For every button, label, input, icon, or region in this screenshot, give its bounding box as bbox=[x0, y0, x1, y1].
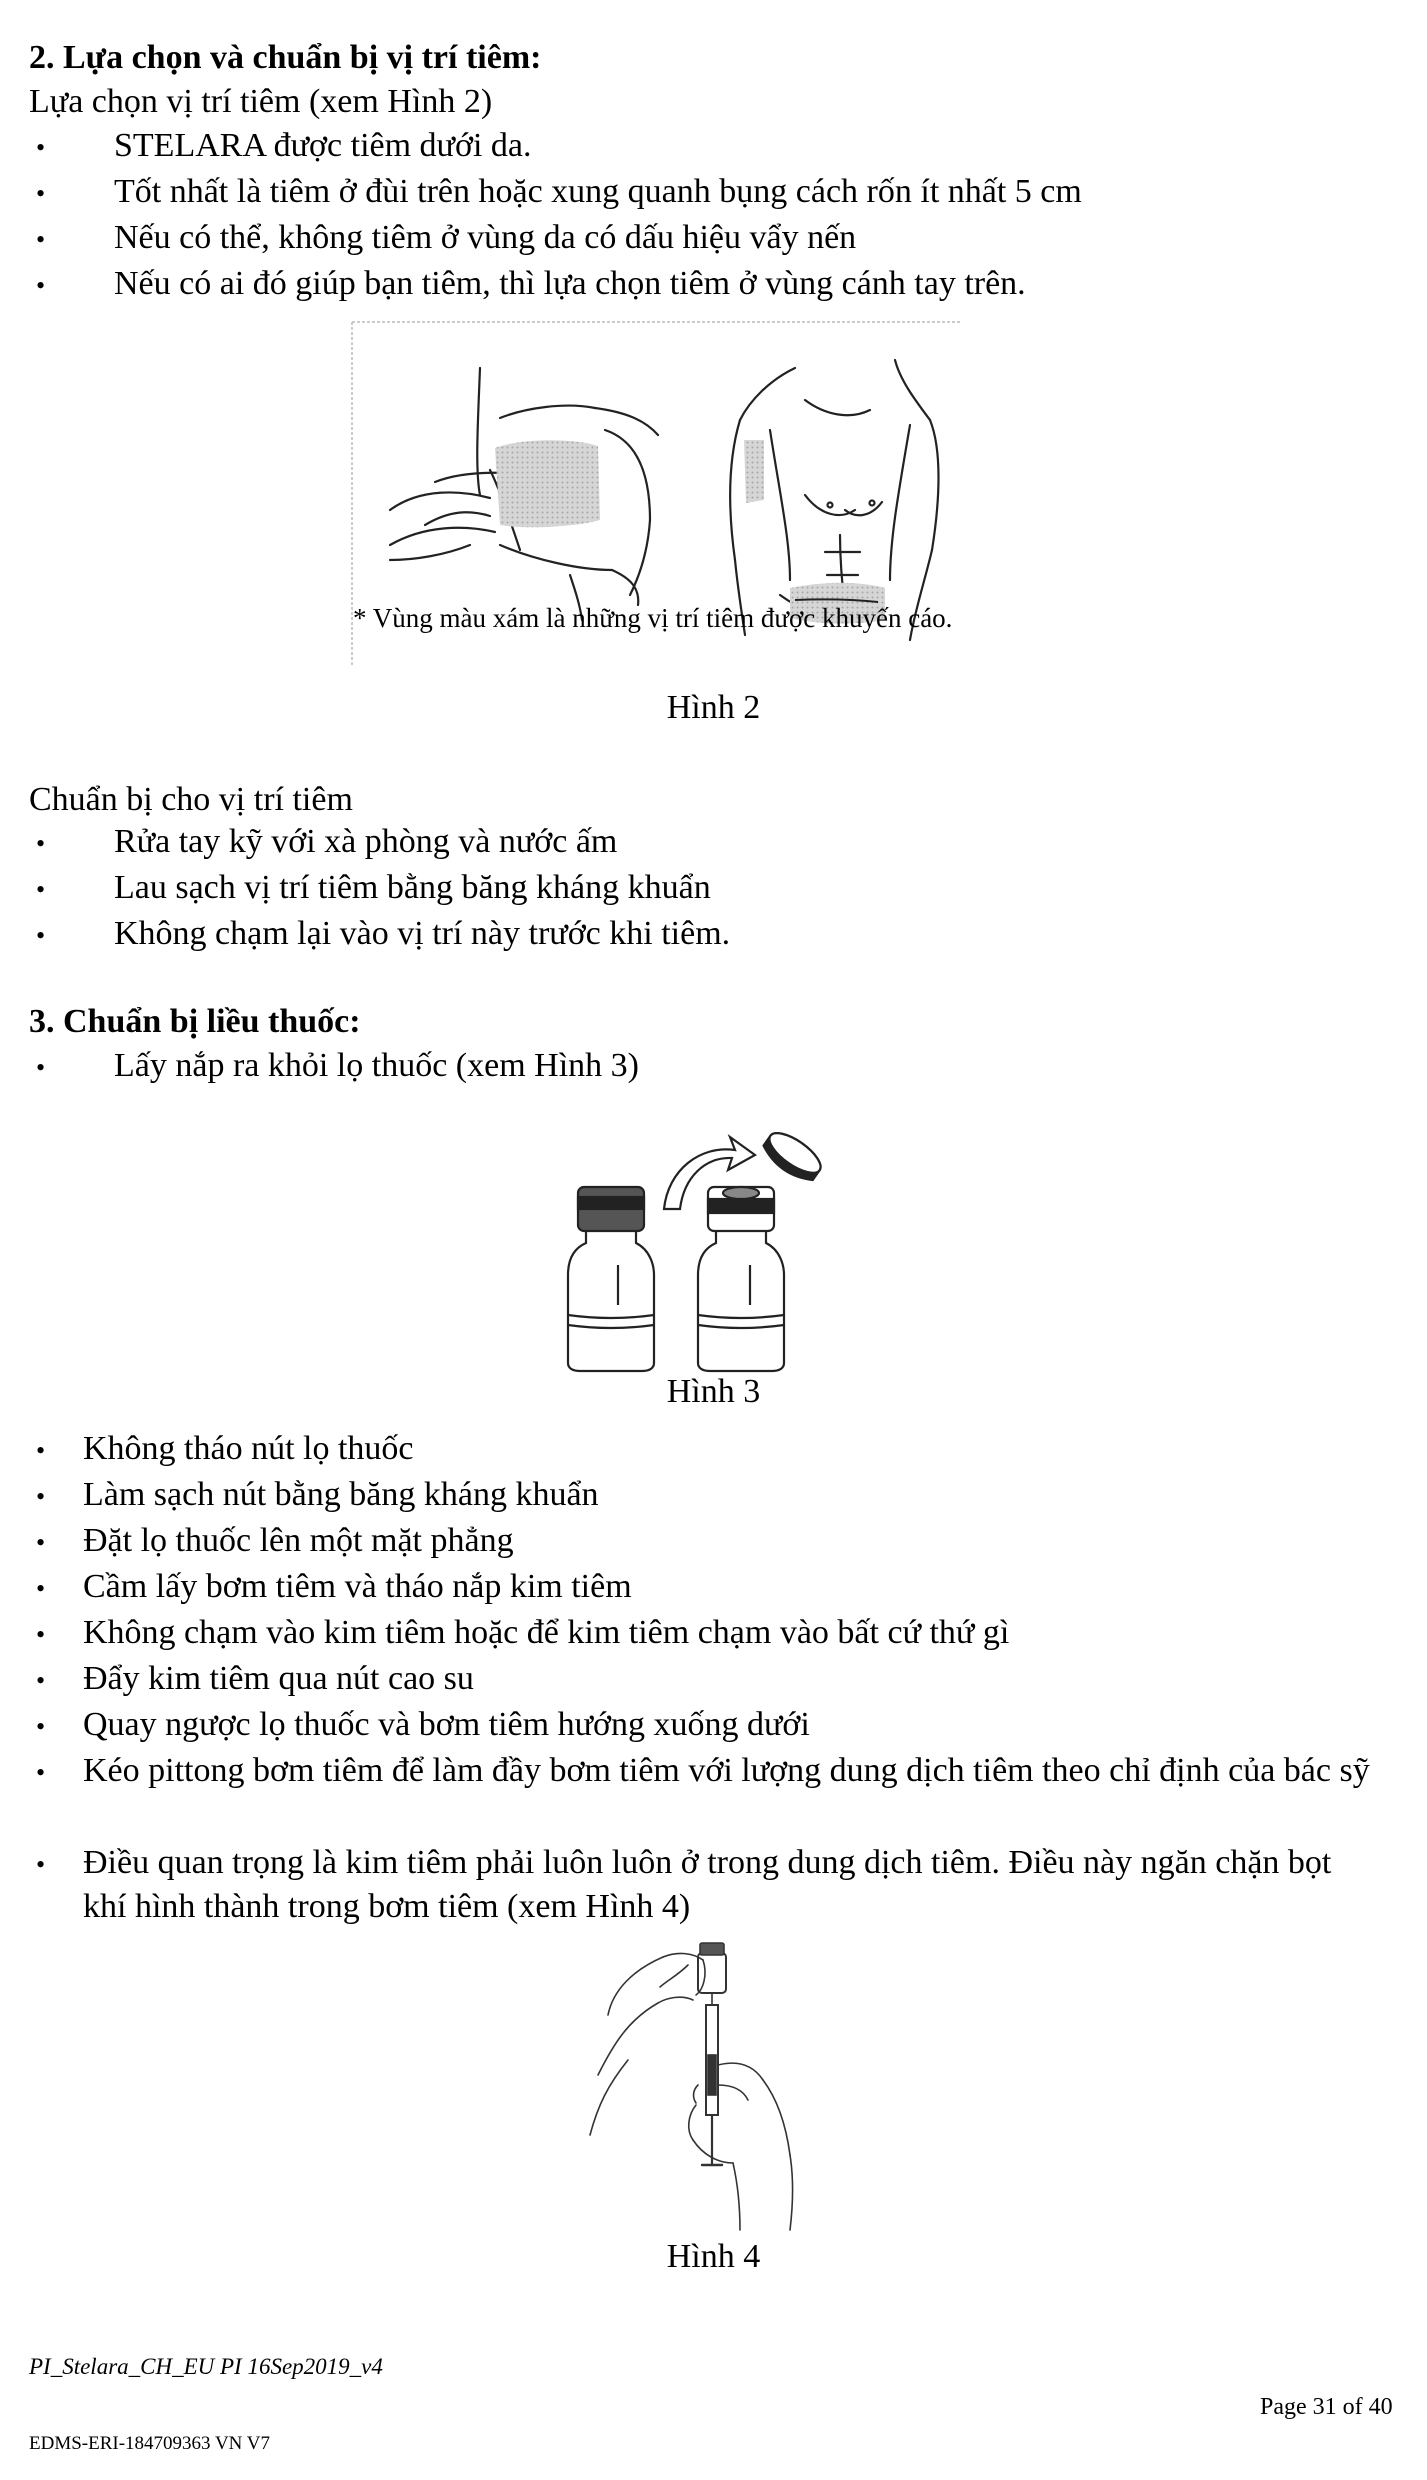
bullet-icon: • bbox=[36, 829, 46, 858]
bullet-icon: • bbox=[36, 875, 46, 904]
list-item: Không chạm vào kim tiêm hoặc để kim tiêm chạm vào bất cứ thứ gì bbox=[83, 1614, 1010, 1651]
list-item: Nếu có ai đó giúp bạn tiêm, thì lựa chọn tiêm ở vùng cánh tay trên. bbox=[114, 265, 1026, 302]
figure-2-note: * Vùng màu xám là những vị trí tiêm được khuyến cáo. bbox=[353, 603, 953, 633]
prepare-site-label: Chuẩn bị cho vị trí tiêm bbox=[29, 781, 353, 818]
figure-4-caption: Hình 4 bbox=[666, 2238, 761, 2275]
section3-heading: 3. Chuẩn bị liều thuốc: bbox=[29, 1003, 361, 1040]
figure-3-illustration bbox=[560, 1125, 830, 1373]
section2-heading: 2. Lựa chọn và chuẩn bị vị trí tiêm: bbox=[29, 39, 542, 76]
figure-2-caption: Hình 2 bbox=[666, 689, 761, 726]
list-item: Tốt nhất là tiêm ở đùi trên hoặc xung quanh bụng cách rốn ít nhất 5 cm bbox=[114, 173, 1082, 210]
bullet-icon: • bbox=[36, 1758, 46, 1787]
list-item: Đặt lọ thuốc lên một mặt phẳng bbox=[83, 1522, 514, 1559]
bullet-icon: • bbox=[36, 225, 46, 254]
bullet-icon: • bbox=[36, 1436, 46, 1465]
list-item: Quay ngược lọ thuốc và bơm tiêm hướng xuống dưới bbox=[83, 1706, 810, 1743]
bullet-icon: • bbox=[36, 1053, 46, 1082]
list-item: Rửa tay kỹ với xà phòng và nước ấm bbox=[114, 823, 618, 860]
footer-edms-code: EDMS-ERI-184709363 VN V7 bbox=[29, 2433, 271, 2454]
bullet-icon: • bbox=[36, 133, 46, 162]
bullet-icon: • bbox=[36, 1712, 46, 1741]
bullet-icon: • bbox=[36, 179, 46, 208]
list-item: Lau sạch vị trí tiêm bằng băng kháng khuẩn bbox=[114, 869, 711, 906]
list-item: Cầm lấy bơm tiêm và tháo nắp kim tiêm bbox=[83, 1568, 632, 1605]
list-item: Không tháo nút lọ thuốc bbox=[83, 1430, 414, 1467]
bullet-icon: • bbox=[36, 1574, 46, 1603]
bullet-icon: • bbox=[36, 271, 46, 300]
vial-cap-removal-illustration bbox=[560, 1125, 830, 1373]
bullet-icon: • bbox=[36, 1666, 46, 1695]
list-item: Làm sạch nút bằng băng kháng khuẩn bbox=[83, 1476, 599, 1513]
bullet-icon: • bbox=[36, 1482, 46, 1511]
bullet-icon: • bbox=[36, 1850, 46, 1879]
footer-document-name: PI_Stelara_CH_EU PI 16Sep2019_v4 bbox=[29, 2354, 383, 2379]
choose-site-label: Lựa chọn vị trí tiêm (xem Hình 2) bbox=[29, 83, 493, 120]
bullet-icon: • bbox=[36, 921, 46, 950]
list-item: STELARA được tiêm dưới da. bbox=[114, 127, 532, 164]
footer-page-number: Page 31 of 40 bbox=[1260, 2394, 1393, 2420]
list-item: Không chạm lại vào vị trí này trước khi tiêm. bbox=[114, 915, 731, 952]
bullet-icon: • bbox=[36, 1620, 46, 1649]
bullet-icon: • bbox=[36, 1528, 46, 1557]
figure-4-illustration bbox=[568, 1935, 818, 2235]
syringe-filling-illustration bbox=[568, 1935, 818, 2235]
list-item: Kéo pittong bơm tiêm để làm đầy bơm tiêm với lượng dung dịch tiêm theo chỉ định của bác sỹ bbox=[83, 1752, 1370, 1789]
list-item: Đẩy kim tiêm qua nút cao su bbox=[83, 1660, 474, 1697]
figure-3-caption: Hình 3 bbox=[666, 1373, 761, 1410]
list-item: Điều quan trọng là kim tiêm phải luôn luôn ở trong dung dịch tiêm. Điều này ngăn chặn bọt khí hình thành trong bơm tiêm (xem Hình 4) bbox=[83, 1844, 1332, 1925]
list-item: Lấy nắp ra khỏi lọ thuốc (xem Hình 3) bbox=[114, 1047, 639, 1084]
list-item: Nếu có thể, không tiêm ở vùng da có dấu hiệu vẩy nến bbox=[114, 219, 857, 256]
